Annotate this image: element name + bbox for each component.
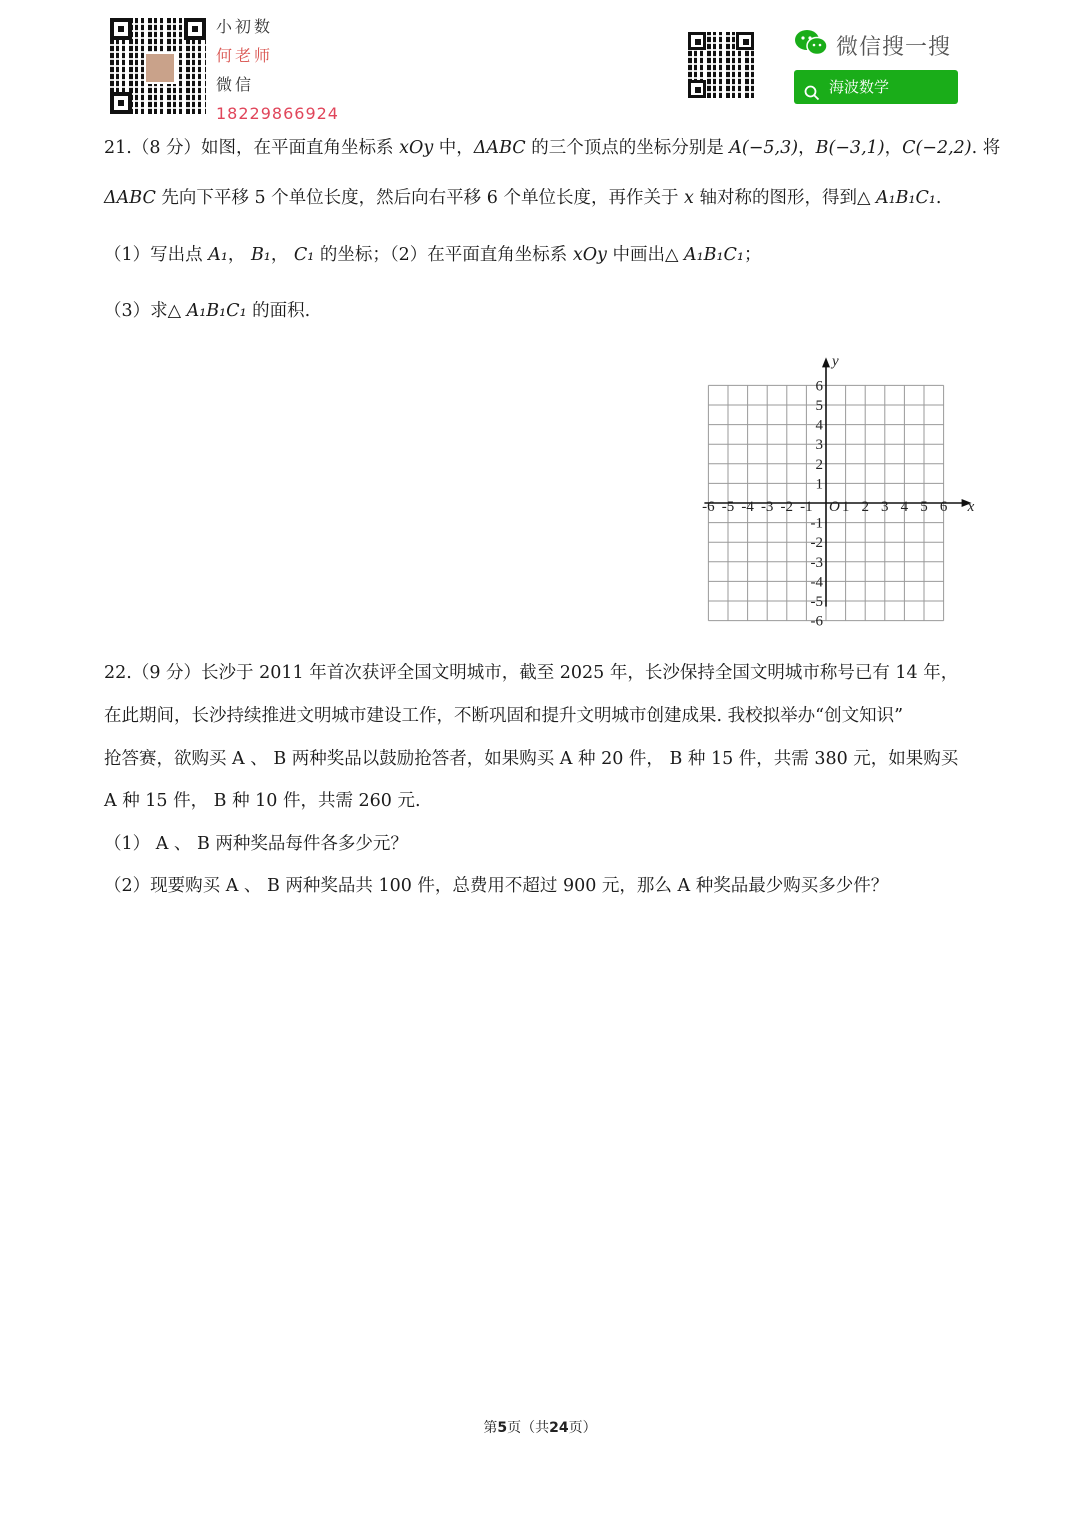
y-tick-label: 1 (815, 476, 823, 493)
q22-line-1: 22.（9 分）长沙于 2011 年首次获评全国文明城市，截至 2025 年，长沙保持全国文明城市称号已有 14 年， (104, 663, 959, 683)
y-tick-label: 4 (815, 417, 823, 434)
y-tick-label: -3 (810, 554, 823, 571)
x-tick-label: -4 (741, 499, 754, 515)
q21-line-2 (104, 186, 942, 210)
q21-point-b: B(−3,1) (815, 138, 885, 158)
x-tick-label: 3 (881, 499, 889, 515)
q21-text: （3）求△ (104, 301, 187, 321)
q21-triangle-a1b1c1: A₁B₁C₁ (684, 245, 744, 265)
wechat-search-button[interactable] (794, 70, 958, 104)
q21-x: x (684, 188, 694, 208)
y-axis-arrow-icon (822, 357, 830, 367)
q22-part-1: （1） A 、 B 两种奖品每件各多少元？ (104, 834, 408, 854)
y-tick-label: -6 (810, 613, 823, 630)
x-tick-label: -6 (702, 499, 715, 515)
y-tick-label: 3 (815, 437, 823, 454)
y-axis-label: y (832, 353, 839, 370)
wechat-logo-icon (794, 29, 828, 57)
x-tick-label: -2 (780, 499, 794, 515)
q21-text: 21.（8 分）如图，在平面直角坐标系 (104, 138, 394, 158)
q21-triangle-abc: ΔABC (104, 188, 156, 208)
contact-card (216, 12, 339, 128)
q21-text: 的坐标；（2）在平面直角坐标系 (314, 245, 573, 265)
q21-line-1 (104, 136, 1000, 160)
coordinate-grid-svg (695, 348, 980, 643)
q22-part-2: （2）现要购买 A 、 B 两种奖品共 100 件，总费用不超过 900 元，那么 A 种奖品最少购买多少件？ (104, 876, 889, 896)
page-footer (0, 1417, 1080, 1437)
x-tick-label: 1 (841, 499, 850, 515)
q21-point-a: A(−5,3) (729, 138, 799, 158)
q21-point-c: C(−2,2) (902, 138, 972, 158)
wechat-search-title: 微信搜一搜 (836, 35, 952, 60)
contact-phone: 18229866924 (216, 104, 339, 123)
q21-text: 先向下平移 5 个单位长度，然后向右平移 6 个单位长度，再作关于 (155, 188, 685, 208)
qr-code-left (110, 18, 206, 114)
q21-text: ， (798, 138, 816, 158)
y-tick-label: -2 (810, 535, 823, 552)
q22-line-3: 抢答赛，欲购买 A 、 B 两种奖品以鼓励抢答者，如果购买 A 种 20 件， B 种 15 件，共需 380 元，如果购买 (104, 749, 959, 769)
q21-text: ； (743, 245, 762, 265)
q21-text: 轴对称的图形，得到△ (693, 188, 876, 208)
page-number: 5 (497, 1420, 508, 1436)
q21-text: ， (884, 138, 903, 158)
x-tick-label: 6 (939, 499, 948, 515)
q21-text: 的三个顶点的坐标分别是 (525, 138, 730, 158)
y-tick-label: -5 (810, 594, 823, 610)
y-tick-label: 5 (815, 398, 823, 414)
q21-text: ， (270, 245, 294, 265)
q21-triangle-abc: ΔABC (473, 138, 526, 158)
q21-text: . (935, 188, 942, 208)
contact-line-1: 小初数 (216, 17, 274, 36)
q21-point-b1: B₁ (250, 245, 271, 265)
search-icon (804, 79, 820, 113)
footer-text: 页（共 (507, 1420, 550, 1436)
q22-line-2: 在此期间，长沙持续推进文明城市建设工作，不断巩固和提升文明城市创建成果. 我校拟举办“创文知识” (104, 706, 904, 726)
q21-text: 中画出△ (606, 245, 685, 265)
page-total: 24 (549, 1420, 569, 1436)
q21-point-c1: C₁ (293, 245, 315, 265)
q21-text: 的面积. (246, 301, 311, 321)
q21-point-a1: A₁ (208, 245, 228, 265)
q21-xoy: xOy (399, 138, 434, 158)
y-tick-label: 6 (815, 378, 823, 395)
x-axis-label: x (967, 499, 975, 515)
q21-text: 中， (433, 138, 474, 158)
x-tick-label: 4 (900, 499, 909, 515)
footer-text: 第 (483, 1420, 498, 1436)
qr-code-right (688, 32, 754, 98)
avatar (144, 52, 176, 84)
origin-label: O (829, 499, 840, 515)
q21-text: （1）写出点 (104, 245, 209, 265)
x-tick-label: 2 (861, 499, 869, 515)
q22-line-4: A 种 15 件， B 种 10 件，共需 260 元. (104, 791, 421, 811)
contact-line-2: 何老师 (216, 46, 274, 65)
q21-triangle-a1b1c1: A₁B₁C₁ (186, 301, 247, 321)
q21-xoy: xOy (572, 245, 607, 265)
y-tick-label: -1 (810, 515, 823, 532)
footer-text: 页） (568, 1420, 597, 1436)
coordinate-grid (695, 348, 980, 643)
x-tick-label: -1 (800, 499, 813, 515)
contact-line-3: 微信 (216, 75, 255, 94)
q21-text: ， (227, 245, 251, 265)
q21-part-1-2 (104, 243, 761, 267)
x-tick-label: 5 (920, 499, 928, 515)
x-tick-label: -5 (721, 499, 735, 515)
x-tick-label: -3 (760, 499, 774, 515)
q21-triangle-a1b1c1: A₁B₁C₁ (875, 188, 936, 208)
q21-part-3 (104, 299, 310, 323)
q21-text: . 将 (971, 138, 1001, 158)
search-term: 海波数学 (829, 78, 890, 96)
y-tick-label: 2 (815, 456, 823, 473)
y-tick-label: -4 (810, 574, 823, 591)
